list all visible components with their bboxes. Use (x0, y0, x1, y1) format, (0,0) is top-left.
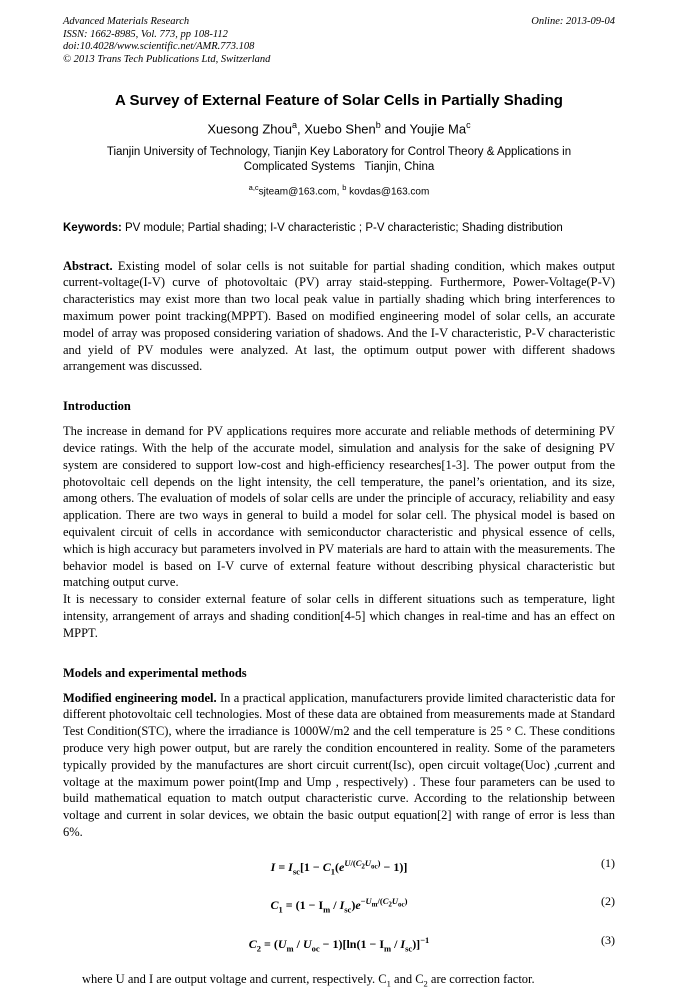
journal-header (63, 16, 615, 66)
equations-footnote: where U and I are output voltage and current, respectively. $C_1$ and $C_2$ are correction factor. (82, 971, 535, 989)
equation-3 (63, 933, 615, 956)
keywords-line (63, 222, 615, 234)
introduction-paragraph-1: The increase in demand for PV applications requires more accurate and reliable methods of determining PV device ratings. With the help of the accurate model, simulation and analysis for the sake of designing PV system are considered to support low-cost and high-efficiency researches[1-3]. The power output from the photovoltaic cell depends on the light intensity, the cell temperature, the panel’s orientation, and its size, among others. The evaluation of models of solar cells are under the principle of accuracy, reliability and easy application. There are two ways in general to build a model for solar cell. The physical model is based on equivalent circuit of cells in accordance with semiconductor characteristic and physical essence of cells, which is high accuracy but parameters involved in PV materials are hard to attain with the measurements. The behavior model is based on I-V curve of external feature without describing physical characteristic but matching output curve. (63, 424, 615, 590)
models-heading: Models and experimental methods (63, 665, 247, 680)
authors-line: Xuesong Zhou$^a$, Xuebo Shen$^b$ and Youjie Ma$^c$ (207, 120, 471, 137)
emails-line: $^{a,c}$sjteam@163.com, $^b$ kovdas@163.com (248, 183, 430, 198)
keywords-label: Keywords: (63, 221, 122, 234)
introduction-paragraph-2: It is necessary to consider external feature of solar cells in different situations such as temperature, light intensity, arrangement of arrays and shading condition[4-5] which changes in real-time and has an effect on MPPT. (63, 592, 615, 640)
equation-3-formula: $C_2 = (U_m / U_{oc} - 1)[\ln(1 - I_m / I_{sc})]^{-1}$ (248, 934, 430, 953)
doi-line: doi:10.4028/www.scientific.net/AMR.773.108 (63, 41, 255, 52)
equation-2-number: (2) (601, 894, 615, 909)
abstract-paragraph (63, 258, 615, 376)
paper-title: A Survey of External Feature of Solar Cells in Partially Shading (115, 92, 563, 109)
models-paragraph (63, 690, 615, 841)
abstract-label: Abstract. (63, 258, 113, 273)
equation-1-number: (1) (601, 855, 615, 870)
equation-1 (63, 856, 615, 879)
journal-name: Advanced Materials Research (63, 16, 190, 27)
equation-1-formula: $I = I_{sc}[1 - C_1(e^{U/(C_2U_{oc})} - 1)]$ (270, 857, 408, 877)
affiliation-line-2: Complicated Systems Tianjin, China (243, 161, 435, 174)
equations-block (63, 856, 615, 956)
journal-header-row (63, 16, 615, 29)
affiliation-line-1: Tianjin University of Technology, Tianjin Key Laboratory for Control Theory & Applications in (106, 146, 572, 159)
models-paragraph-text: In a practical application, manufacturers provide limited characteristic data for different photovoltaic cell technologies. Most of these data are obtained from measurements made at Standard Test Condition(STC), where the irradiance is 1000W/m2 and the cell temperature is 25 ° C. These conditions produce very high power output, but are rarely the condition encountered in reality. Some of the parameters typically provided by the manufactures are short circuit current(Isc), open circuit voltage(Uoc) ,current and voltage at the maximum power point(Imp and Ump , respectively) . These four parameters can be used to build mathematical equation to match output characteristic curve. According to the relationship between voltage and current in solar devices, we obtain the basic output equation[2] with range of error is less than 6%. (63, 690, 615, 839)
models-paragraph-lead: Modified engineering model. (63, 690, 217, 705)
introduction-heading: Introduction (63, 399, 131, 414)
affiliation (63, 145, 615, 175)
equation-2-formula: $C_1 = (1 - I_m / I_{sc})e^{-U_m/(C_2U_{oc})}$ (270, 896, 408, 915)
online-date: Online: 2013-09-04 (531, 16, 615, 27)
abstract-text: Existing model of solar cells is not suitable for partial shading condition, which makes output current-voltage(I-V) curve of photovoltaic (PV) array staid-stepping. Furthermore, Power-Voltage(P-V) characteristics may exist more than two local peak value in partially shading which bring interferences to maximum power point tracking(MPPT). Based on modified engineering model of solar cells, an accurate model of array was proposed considering variation of shadows. And the I-V characteristic, P-V characteristic and yield of PV modules were analyzed. At last, the optimum output power with different shadows arrangement was discussed. (63, 258, 615, 374)
equation-2 (63, 894, 615, 917)
equation-3-number: (3) (601, 932, 615, 947)
copyright-line: © 2013 Trans Tech Publications Ltd, Switzerland (63, 53, 271, 65)
keywords-text: PV module; Partial shading; I-V characteristic ; P-V characteristic; Shading distribution (121, 221, 563, 234)
issn-line: ISSN: 1662-8985, Vol. 773, pp 108-112 (63, 28, 228, 40)
